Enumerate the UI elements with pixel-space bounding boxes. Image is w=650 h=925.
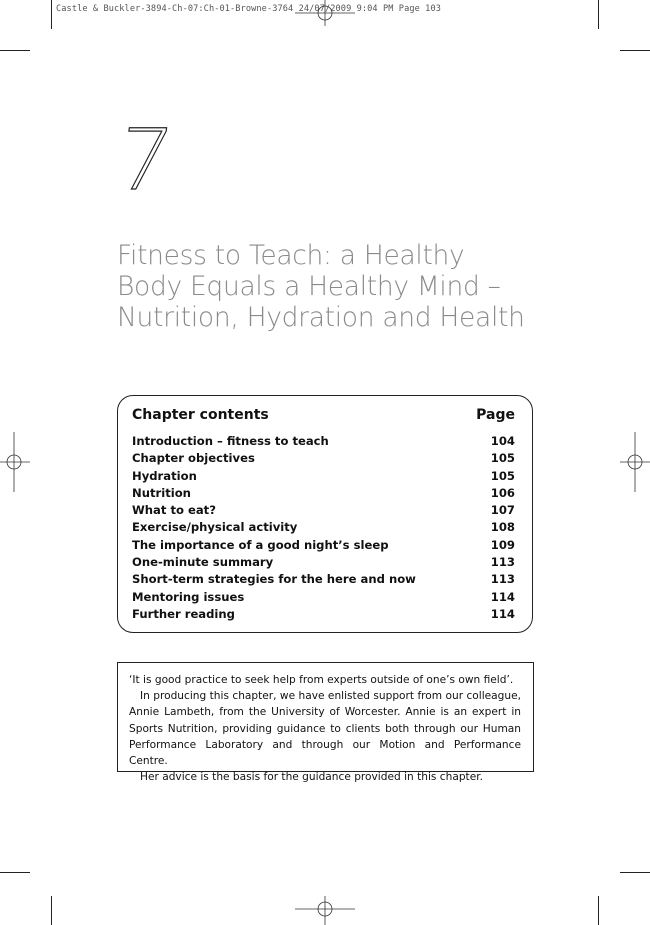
contents-row: [132, 554, 515, 571]
contents-item-label: The importance of a good night’s sleep: [132, 537, 389, 552]
contents-item-label: Exercise/physical activity: [132, 520, 298, 535]
contents-row: [132, 468, 515, 485]
contents-item-label: Mentoring issues: [132, 589, 245, 604]
crop-mark-bottom-left-horizontal: [0, 872, 30, 873]
contents-item-page: 113: [490, 572, 515, 587]
contents-item-label: Nutrition: [132, 485, 191, 500]
contents-item-page: 105: [490, 468, 515, 483]
contents-item-page: 105: [490, 451, 515, 466]
chapter-number: 7: [111, 111, 179, 209]
contents-item-label: Further reading: [132, 606, 235, 621]
chapter-title-line-2: Body Equals a Healthy Mind –: [117, 271, 501, 302]
chapter-title-line-3: Nutrition, Hydration and Health: [117, 302, 525, 333]
contents-header: [132, 407, 515, 423]
contents-row: [132, 537, 515, 554]
contents-item-label: Introduction – fitness to teach: [132, 434, 329, 448]
contents-item-page: 109: [490, 537, 515, 552]
printer-slug-line: Castle & Buckler-3894-Ch-07:Ch-01-Browne-3764 24/07/2009 9:04 PM Page 103: [56, 4, 441, 14]
contents-item-label: Chapter objectives: [132, 451, 255, 466]
advice-paragraph: Her advice is the basis for the guidance provided in this chapter.: [140, 771, 483, 784]
contents-item-page: 114: [490, 589, 515, 604]
crop-mark-top-left-horizontal: [0, 50, 30, 51]
registration-mark-bottom: [295, 896, 355, 925]
contents-item-page: 107: [490, 503, 515, 518]
contents-item-page: 106: [490, 485, 515, 500]
contents-row: [132, 606, 515, 623]
registration-mark-top: [295, 0, 355, 26]
crop-mark-top-right-horizontal: [620, 50, 650, 51]
contents-row: [132, 450, 515, 467]
registration-mark-right: [620, 432, 650, 492]
contents-row: [132, 502, 515, 519]
crop-mark-bottom-right-vertical: [598, 896, 599, 925]
contents-item-label: What to eat?: [132, 503, 216, 518]
contents-row: [132, 433, 515, 450]
contents-item-label: Hydration: [132, 468, 197, 483]
contents-row: [132, 571, 515, 588]
crop-mark-top-right-vertical: [598, 0, 599, 29]
contents-item-page: 113: [490, 555, 515, 570]
contents-row: [132, 519, 515, 536]
contents-heading: Chapter contents: [132, 407, 269, 423]
contents-row: [132, 589, 515, 606]
contents-item-page: 108: [490, 520, 515, 535]
chapter-title-line-1: Fitness to Teach: a Healthy: [117, 240, 465, 271]
crop-mark-top-left-vertical: [51, 0, 52, 29]
contents-item-page: 104: [490, 434, 515, 448]
crop-mark-bottom-left-vertical: [51, 896, 52, 925]
contents-page-heading: Page: [476, 407, 515, 423]
acknowledgement-box: [117, 662, 534, 784]
contents-row: [132, 485, 515, 502]
chapter-contents-box: [117, 395, 533, 633]
crop-mark-bottom-right-horizontal: [620, 872, 650, 873]
contents-item-page: 114: [490, 606, 515, 621]
registration-mark-left: [0, 432, 30, 492]
acknowledgement-paragraph: In producing this chapter, we have enlisted support from our colleague, Annie Lambeth, from the University of Worcester. Annie is an expert in Sports Nutrition, providing guidance to clients both through our Human Performance Laboratory and through our Motion and Performance Centre.: [129, 690, 521, 768]
contents-item-label: Short-term strategies for the here and now: [132, 572, 416, 587]
chapter-title: [117, 240, 577, 333]
contents-item-label: One-minute summary: [132, 555, 274, 570]
quote-line: ‘It is good practice to seek help from experts outside of one’s own field’.: [129, 674, 514, 686]
